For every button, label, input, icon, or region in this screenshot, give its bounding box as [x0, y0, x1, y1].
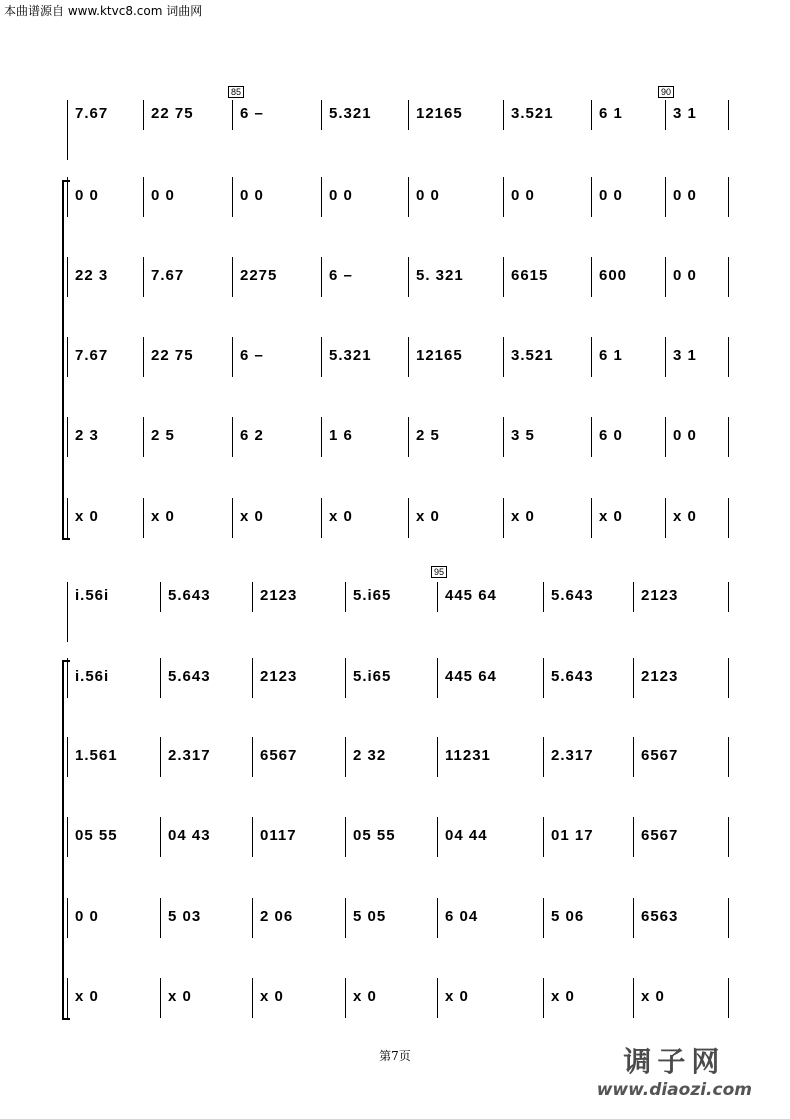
measure: 6 04	[445, 908, 479, 925]
bar-line	[665, 100, 666, 130]
measure: 0 0	[151, 187, 175, 204]
bar-line	[160, 582, 161, 612]
measure: 3 1	[673, 105, 697, 122]
bar-line	[67, 257, 68, 297]
measure: 2 3	[75, 427, 99, 444]
measure: 6615	[511, 267, 549, 284]
bar-line	[633, 817, 634, 857]
measure: 6 1	[599, 347, 623, 364]
bar-line	[503, 177, 504, 217]
bar-line	[321, 337, 322, 377]
measure: 5.i65	[353, 587, 392, 604]
measure: 2123	[260, 587, 298, 604]
measure: 3.521	[511, 105, 554, 122]
watermark-url: www.diaozi.com	[596, 1080, 752, 1100]
bar-line	[232, 498, 233, 538]
bar-line	[345, 817, 346, 857]
measure: 12165	[416, 347, 463, 364]
measure: 0 0	[75, 908, 99, 925]
measure: 0117	[260, 827, 297, 844]
measure: 5.643	[551, 587, 594, 604]
measure: 2123	[641, 668, 679, 685]
bar-line	[728, 582, 729, 612]
bar-line	[252, 658, 253, 698]
bar-line	[503, 257, 504, 297]
bar-line	[252, 978, 253, 1018]
measure: 6567	[260, 747, 298, 764]
measure: 5 06	[551, 908, 585, 925]
watermark	[597, 1040, 752, 1100]
measure: 0 0	[673, 267, 697, 284]
bar-line	[665, 337, 666, 377]
measure: x 0	[445, 988, 469, 1005]
measure: 0 0	[416, 187, 440, 204]
bar-line	[543, 898, 544, 938]
measure: 5.321	[329, 347, 372, 364]
bar-line	[143, 337, 144, 377]
bar-line	[408, 337, 409, 377]
measure: x 0	[329, 508, 353, 525]
measure: 0 0	[329, 187, 353, 204]
bar-line	[437, 582, 438, 612]
measure: 2123	[641, 587, 679, 604]
bar-line	[143, 257, 144, 297]
bar-line	[665, 257, 666, 297]
bar-line	[143, 177, 144, 217]
measure: 5.643	[551, 668, 594, 685]
measure: i.56i	[75, 587, 110, 604]
measure: 12165	[416, 105, 463, 122]
measure: 7.67	[151, 267, 185, 284]
bar-line	[232, 417, 233, 457]
bar-line	[252, 898, 253, 938]
bar-line	[160, 898, 161, 938]
measure: x 0	[240, 508, 264, 525]
measure: 445 64	[445, 668, 497, 685]
bar-line	[633, 658, 634, 698]
bar-line	[67, 737, 68, 777]
staff-group-brace	[62, 660, 64, 1020]
bar-line	[67, 498, 68, 538]
measure: 5.321	[329, 105, 372, 122]
bar-line	[321, 417, 322, 457]
bar-line	[67, 898, 68, 938]
measure: 6 –	[240, 105, 264, 122]
bar-line	[67, 177, 68, 217]
bar-line	[543, 817, 544, 857]
measure: x 0	[599, 508, 623, 525]
bar-line	[345, 658, 346, 698]
bar-line	[143, 498, 144, 538]
bar-line	[232, 100, 233, 130]
measure: 11231	[445, 747, 491, 764]
bar-line	[143, 417, 144, 457]
measure: 2275	[240, 267, 278, 284]
brace-bottom-hook	[62, 538, 70, 540]
measure: 6567	[641, 827, 679, 844]
measure: 0 0	[75, 187, 99, 204]
bar-line	[728, 100, 729, 130]
measure: 04 43	[168, 827, 211, 844]
bar-line	[591, 100, 592, 130]
bar-line	[143, 100, 144, 130]
bar-line	[252, 737, 253, 777]
bar-line	[321, 100, 322, 130]
bar-line	[345, 737, 346, 777]
bar-line	[437, 817, 438, 857]
measure: 6 –	[240, 347, 264, 364]
bar-line	[728, 978, 729, 1018]
measure: x 0	[641, 988, 665, 1005]
bar-line	[232, 337, 233, 377]
measure: x 0	[673, 508, 697, 525]
bar-line	[633, 898, 634, 938]
bar-line	[543, 978, 544, 1018]
bar-line	[728, 417, 729, 457]
bar-line	[633, 978, 634, 1018]
measure: 2 5	[416, 427, 440, 444]
brace-bottom-hook	[62, 1018, 70, 1020]
bar-line	[543, 658, 544, 698]
measure: 22 75	[151, 347, 194, 364]
measure: 7.67	[75, 347, 109, 364]
measure: 5 05	[353, 908, 387, 925]
bar-line	[728, 817, 729, 857]
measure: 2 32	[353, 747, 387, 764]
rehearsal-mark: 85	[228, 86, 244, 98]
brace-top-hook	[62, 660, 70, 662]
measure: 6 –	[329, 267, 353, 284]
bar-line	[345, 978, 346, 1018]
measure: 2 06	[260, 908, 294, 925]
measure: 7.67	[75, 105, 109, 122]
bar-line	[160, 658, 161, 698]
bar-line	[503, 417, 504, 457]
bar-line	[728, 498, 729, 538]
bar-line	[728, 737, 729, 777]
bar-line	[437, 978, 438, 1018]
first-staff-line	[67, 582, 68, 642]
bar-line	[67, 658, 68, 698]
measure: 05 55	[75, 827, 118, 844]
bar-line	[591, 257, 592, 297]
watermark-brand: 调子网	[623, 1045, 726, 1078]
bar-line	[160, 978, 161, 1018]
measure: 01 17	[551, 827, 594, 844]
measure: 3 5	[511, 427, 535, 444]
measure: 2 5	[151, 427, 175, 444]
measure: 3 1	[673, 347, 697, 364]
bar-line	[665, 498, 666, 538]
measure: x 0	[75, 508, 99, 525]
bar-line	[503, 100, 504, 130]
bar-line	[345, 898, 346, 938]
bar-line	[728, 337, 729, 377]
bar-line	[232, 177, 233, 217]
bar-line	[345, 582, 346, 612]
measure: 22 75	[151, 105, 194, 122]
bar-line	[728, 257, 729, 297]
bar-line	[67, 817, 68, 857]
bar-line	[591, 337, 592, 377]
measure: 6 0	[599, 427, 623, 444]
bar-line	[67, 417, 68, 457]
measure: x 0	[551, 988, 575, 1005]
bar-line	[408, 177, 409, 217]
measure: x 0	[511, 508, 535, 525]
measure: 0 0	[511, 187, 535, 204]
staff-group-brace	[62, 180, 64, 540]
measure: 1 6	[329, 427, 353, 444]
rehearsal-mark: 90	[658, 86, 674, 98]
measure: 05 55	[353, 827, 396, 844]
bar-line	[321, 257, 322, 297]
measure: 1.561	[75, 747, 118, 764]
measure: 3.521	[511, 347, 554, 364]
measure: 5.643	[168, 587, 211, 604]
bar-line	[591, 177, 592, 217]
bar-line	[633, 737, 634, 777]
measure: x 0	[151, 508, 175, 525]
bar-line	[728, 658, 729, 698]
measure: 0 0	[240, 187, 264, 204]
brace-top-hook	[62, 180, 70, 182]
bar-line	[665, 177, 666, 217]
measure: x 0	[416, 508, 440, 525]
measure: 6 2	[240, 427, 264, 444]
measure: 0 0	[673, 187, 697, 204]
rehearsal-mark: 95	[431, 566, 447, 578]
bar-line	[160, 737, 161, 777]
bar-line	[503, 337, 504, 377]
measure: 600	[599, 267, 628, 284]
bar-line	[665, 417, 666, 457]
measure: 2123	[260, 668, 298, 685]
bar-line	[437, 658, 438, 698]
bar-line	[252, 582, 253, 612]
measure: 2.317	[551, 747, 594, 764]
measure: 0 0	[599, 187, 623, 204]
bar-line	[437, 898, 438, 938]
bar-line	[408, 100, 409, 130]
measure: 22 3	[75, 267, 109, 284]
bar-line	[591, 498, 592, 538]
bar-line	[591, 417, 592, 457]
bar-line	[437, 737, 438, 777]
bar-line	[408, 417, 409, 457]
measure: x 0	[168, 988, 192, 1005]
measure: 2.317	[168, 747, 211, 764]
bar-line	[503, 498, 504, 538]
bar-line	[728, 177, 729, 217]
measure: 6563	[641, 908, 679, 925]
bar-line	[408, 257, 409, 297]
bar-line	[321, 177, 322, 217]
measure: 445 64	[445, 587, 497, 604]
first-staff-line	[67, 100, 68, 160]
measure: 5. 321	[416, 267, 464, 284]
measure: x 0	[75, 988, 99, 1005]
measure: 5.i65	[353, 668, 392, 685]
measure: 6567	[641, 747, 679, 764]
bar-line	[67, 337, 68, 377]
bar-line	[633, 582, 634, 612]
bar-line	[321, 498, 322, 538]
measure: 6 1	[599, 105, 623, 122]
bar-line	[252, 817, 253, 857]
bar-line	[543, 582, 544, 612]
bar-line	[232, 257, 233, 297]
bar-line	[160, 817, 161, 857]
page-number: 第7页	[379, 1049, 411, 1063]
measure: 0 0	[673, 427, 697, 444]
measure: i.56i	[75, 668, 110, 685]
source-header: 本曲谱源自 www.ktvc8.com 词曲网	[4, 4, 203, 18]
measure: x 0	[260, 988, 284, 1005]
bar-line	[408, 498, 409, 538]
bar-line	[67, 978, 68, 1018]
measure: 5 03	[168, 908, 202, 925]
bar-line	[728, 898, 729, 938]
measure: 04 44	[445, 827, 488, 844]
bar-line	[543, 737, 544, 777]
measure: 5.643	[168, 668, 211, 685]
measure: x 0	[353, 988, 377, 1005]
